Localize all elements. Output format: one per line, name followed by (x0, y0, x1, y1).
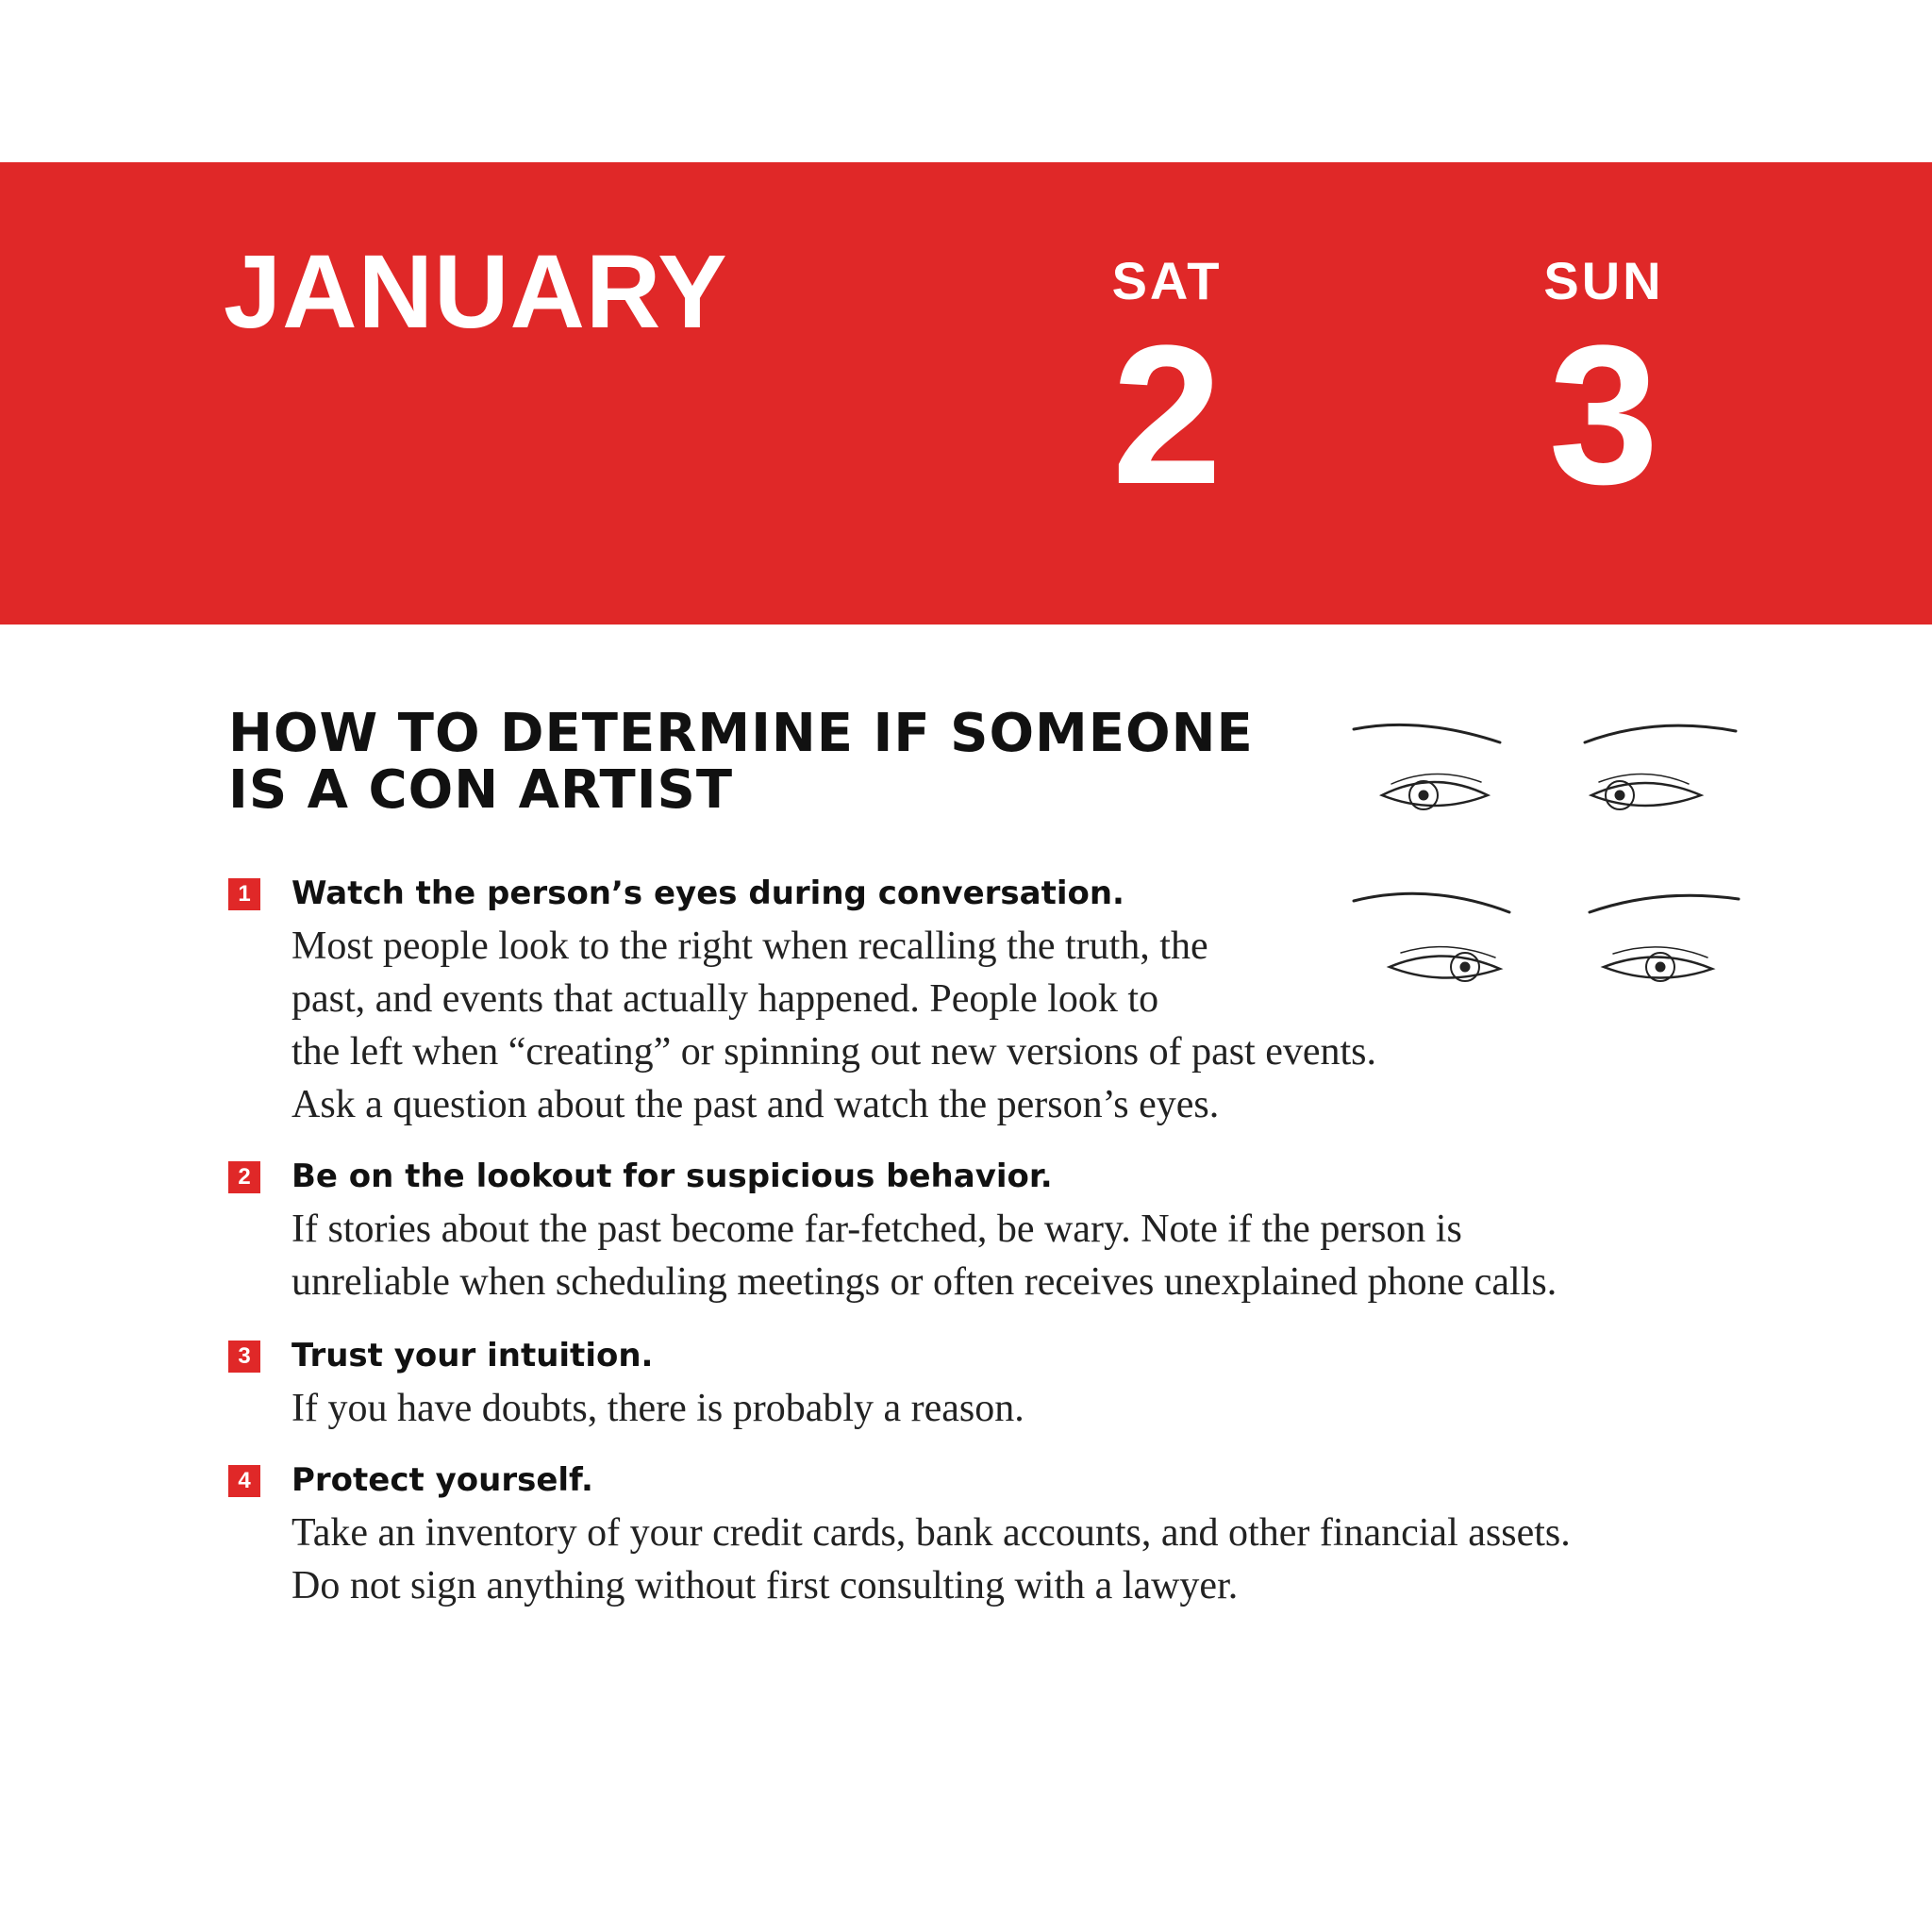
day-name: SUN (1543, 251, 1664, 310)
step-body (291, 1382, 1024, 1435)
step-body (291, 1203, 1557, 1308)
step-body (291, 920, 1376, 1131)
step-number-badge: 3 (228, 1341, 260, 1373)
step-body-line: Do not sign anything without first consulting with a lawyer. (291, 1564, 1239, 1607)
step-heading: Trust your intuition. (291, 1337, 654, 1374)
day-number: 3 (1548, 304, 1659, 525)
step-number-badge: 4 (228, 1465, 260, 1497)
eyes-illustration-icon (1344, 703, 1740, 995)
step-body-line: Ask a question about the past and watch the person’s eyes. (291, 1083, 1220, 1126)
title-line: IS A CON ARTIST (228, 759, 734, 821)
article-title (228, 703, 1313, 821)
title-line: HOW TO DETERMINE IF SOMEONE (228, 703, 1254, 764)
day-number: 2 (1111, 304, 1223, 525)
step-number-badge: 1 (228, 878, 260, 910)
day-name: SAT (1111, 251, 1223, 310)
step-body (291, 1507, 1571, 1612)
step-body-line: past, and events that actually happened. People look to (291, 977, 1159, 1021)
step-number-badge: 2 (228, 1161, 260, 1193)
step-body-line: the left when “creating” or spinning out new versions of past events. (291, 1030, 1377, 1074)
step-body-line: Take an inventory of your credit cards, bank accounts, and other financial assets. (291, 1511, 1571, 1555)
step-heading: Be on the lookout for suspicious behavior. (291, 1158, 1053, 1195)
step-body-line: If you have doubts, there is probably a reason. (291, 1387, 1024, 1430)
step-body-line: unreliable when scheduling meetings or often receives unexplained phone calls. (291, 1260, 1557, 1304)
month-label: JANUARY (224, 234, 728, 350)
step-heading: Watch the person’s eyes during conversation. (291, 874, 1124, 912)
step-body-line: If stories about the past become far-fetched, be wary. Note if the person is (291, 1208, 1462, 1251)
step-body-line: Most people look to the right when recalling the truth, the (291, 924, 1208, 968)
step-heading: Protect yourself. (291, 1461, 593, 1499)
